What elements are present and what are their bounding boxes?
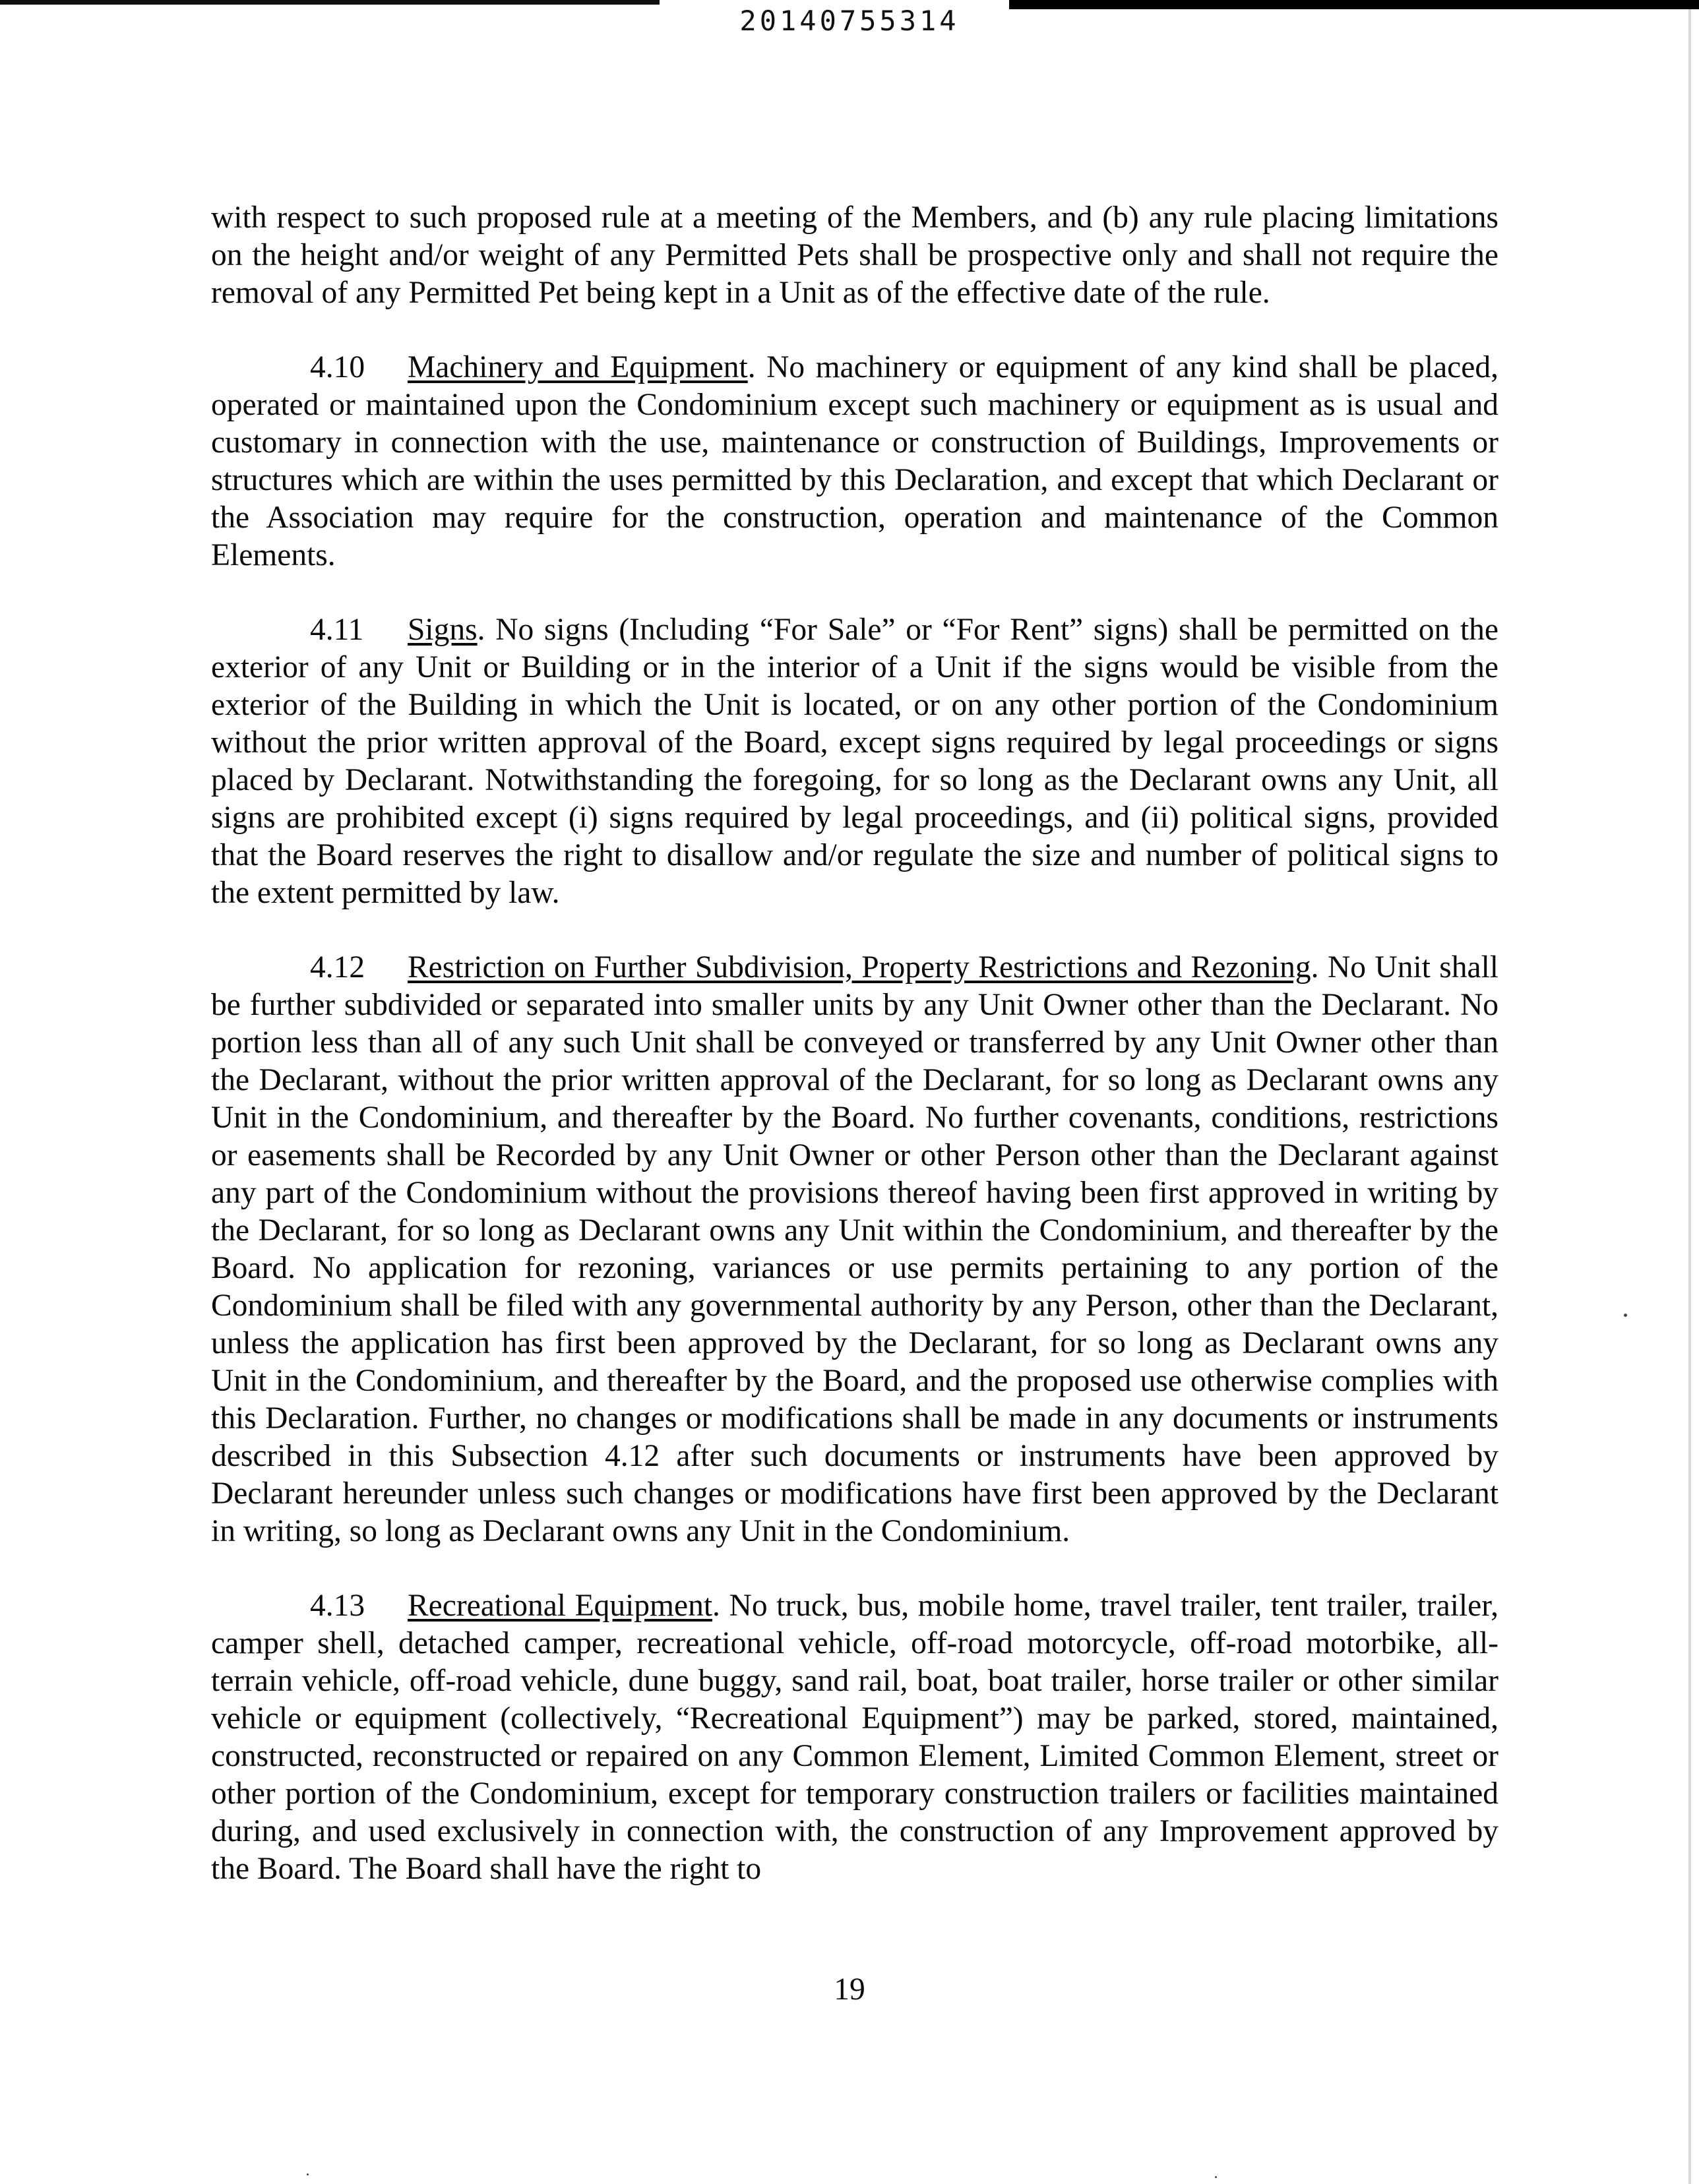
paragraph-text: with respect to such proposed rule at a meeting of the Members, and (b) any rule placing limitations on the height and/or weight of any Permitted Pets shall be prospective only and shall not require the removal of any Permitted Pet being kept in a Unit as of the effective date of the rule. [211, 200, 1498, 310]
section-text: . No signs (Including “For Sale” or “For Rent” signs) shall be permitted on the exterior of any Unit or Building or in the interior of a Unit if the signs would be visible from the exterior of the Building in which the Unit is located, or on any other portion of the Condominium without the prior written approval of the Board, except signs required by legal proceedings or signs placed by Declarant. Notwithstanding the foregoing, for so long as the Declarant owns any Unit, all signs are prohibited except (i) signs required by legal proceedings, and (ii) political signs, provided that the Board reserves the right to disallow and/or regulate the size and number of political signs to the extent permitted by law. [211, 613, 1498, 910]
section-number: 4.12 [310, 950, 365, 985]
section-text: . No Unit shall be further subdivided or separated into smaller units by any Unit Owner other than the Declarant. No portion less than all of any such Unit shall be conveyed or transferred by any Unit Owner other than the Declarant, without the prior written approval of the Declarant, for so long as Declarant owns any Unit in the Condominium, and thereafter by the Board. No further covenants, conditions, restrictions or easements shall be Recorded by any Unit Owner or other Person other than the Declarant against any part of the Condominium without the provisions thereof having been first approved in writing by the Declarant, for so long as Declarant owns any Unit within the Condominium, and thereafter by the Board. No application for rezoning, variances or use permits pertaining to any portion of the Condominium shall be filed with any governmental authority by any Person, other than the Declarant, unless the application has first been approved by the Declarant, for so long as Declarant owns any Unit in the Condominium, and thereafter by the Board, and the proposed use otherwise complies with this Declaration. Further, no changes or modifications shall be made in any documents or instruments described in this Subsection 4.12 after such documents or instruments have been approved by Declarant hereunder unless such changes or modifications have first been approved by the Declarant in writing, so long as Declarant owns any Unit in the Condominium. [211, 950, 1498, 1548]
document-body [211, 199, 1498, 1925]
section-number: 4.11 [310, 613, 364, 647]
section-4-10 [211, 349, 1498, 574]
section-4-13 [211, 1587, 1498, 1888]
page-number: 19 [834, 1972, 865, 2007]
section-4-11 [211, 611, 1498, 912]
section-title: Recreational Equipment [408, 1589, 713, 1623]
section-text: . No truck, bus, mobile home, travel trailer, tent trailer, trailer, camper shell, detached camper, recreational vehicle, off-road motorcycle, off-road motorbike, all-terrain vehicle, off-road vehicle, dune buggy, sand rail, boat, boat trailer, horse trailer or other similar vehicle or equipment (collectively, “Recreational Equipment”) may be parked, stored, maintained, constructed, reconstructed or repaired on any Common Element, Limited Common Element, street or other portion of the Condominium, except for temporary construction trailers or facilities maintained during, and used exclusively in connection with, the construction of any Improvement approved by the Board. The Board shall have the right to [211, 1589, 1498, 1886]
recording-number: 20140755314 [739, 5, 960, 37]
scan-border-right [1688, 9, 1691, 2184]
section-number: 4.13 [310, 1589, 365, 1623]
section-text: . No machinery or equipment of any kind shall be placed, operated or maintained upon the Condominium except such machinery or equipment as is usual and customary in connection with the use, maintenance or construction of Buildings, Improvements or structures which are within the uses permitted by this Declaration, and except that which Declarant or the Association may require for the construction, operation and maintenance of the Common Elements. [211, 350, 1498, 572]
section-title: Restriction on Further Subdivision, Property Restrictions and Rezoning [408, 950, 1311, 985]
section-number: 4.10 [310, 350, 365, 384]
section-4-12 [211, 949, 1498, 1550]
section-title: Signs [408, 613, 478, 647]
section-title: Machinery and Equipment [408, 350, 748, 384]
scan-speck [1624, 1314, 1627, 1317]
scan-speck [307, 2173, 309, 2175]
scan-speck [1215, 2176, 1217, 2178]
paragraph-continuation [211, 199, 1498, 312]
